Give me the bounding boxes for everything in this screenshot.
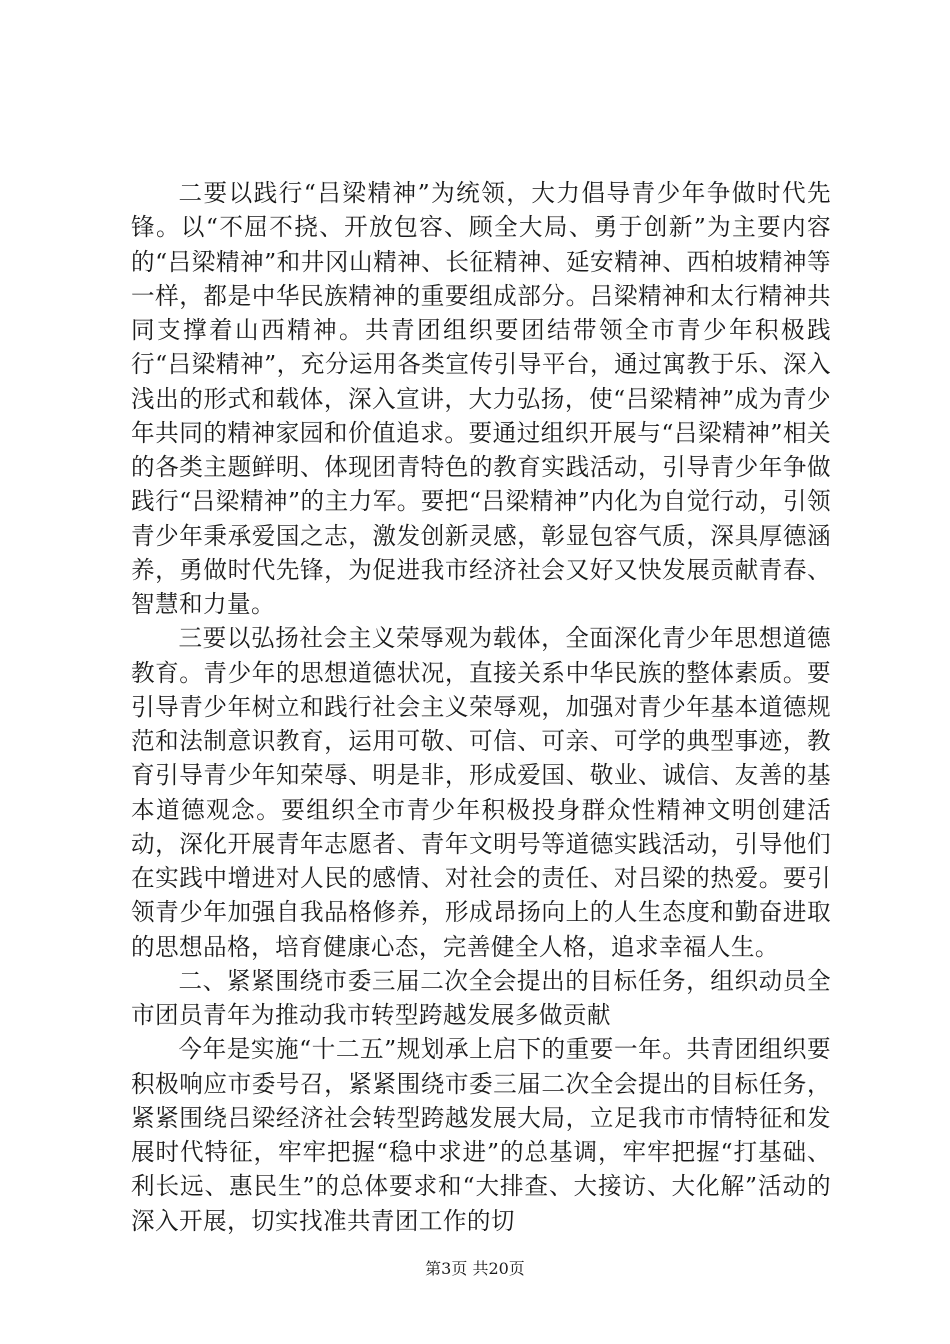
document-body	[131, 176, 831, 1238]
paragraph-lvliang-spirit: 二要以践行“吕梁精神”为统领，大力倡导青少年争做时代先锋。以“不屈不挠、开放包容、顾全大局、勇于创新”为主要内容的“吕梁精神”和井冈山精神、长征精神、延安精神、西柏坡精神等一样，都是中华民族精神的重要组成部分。吕梁精神和太行精神共同支撑着山西精神。共青团组织要团结带领全市青少年积极践行“吕梁精神”，充分运用各类宣传引导平台，通过寓教于乐、深入浅出的形式和载体，深入宣讲，大力弘扬，使“吕梁精神”成为青少年共同的精神家园和价值追求。要通过组织开展与“吕梁精神”相关的各类主题鲜明、体现团青特色的教育实践活动，引导青少年争做践行“吕梁精神”的主力军。要把“吕梁精神”内化为自觉行动，引领青少年秉承爱国之志，激发创新灵感，彰显包容气质，深具厚德涵养，勇做时代先锋，为促进我市经济社会又好又快发展贡献青春、智慧和力量。	[131, 179, 831, 618]
paragraph-honor-disgrace: 三要以弘扬社会主义荣辱观为载体，全面深化青少年思想道德教育。青少年的思想道德状况，直接关系中华民族的整体素质。要引导青少年树立和践行社会主义荣辱观，加强对青少年基本道德规范和法制意识教育，运用可敬、可信、可亲、可学的典型事迹，教育引导青少年知荣辱、明是非，形成爱国、敬业、诚信、友善的基本道德观念。要组织全市青少年积极投身群众性精神文明创建活动，深化开展青年志愿者、青年文明号等道德实践活动，引导他们在实践中增进对人民的感情、对社会的责任、对吕梁的热爱。要引领青少年加强自我品格修养，形成昂扬向上的人生态度和勤奋进取的思想品格，培育健康心态，完善健全人格，追求幸福人生。	[131, 624, 831, 961]
paragraph-five-year-plan: 今年是实施“十二五”规划承上启下的重要一年。共青团组织要积极响应市委号召，紧紧围绕市委三届二次全会提出的目标任务，紧紧围绕吕梁经济社会转型跨越发展大局，立足我市市情特征和发展时代特征，牢牢把握“稳中求进”的总基调，牢牢把握“打基础、利长远、惠民生”的总体要求和“大排查、大接访、大化解”活动的深入开展，切实找准共青团工作的切	[131, 1035, 831, 1235]
page-footer: 第3页 共20页	[425, 1259, 525, 1278]
section-heading-two: 二、紧紧围绕市委三届二次全会提出的目标任务，组织动员全市团员青年为推动我市转型跨越发展多做贡献	[131, 966, 831, 1029]
